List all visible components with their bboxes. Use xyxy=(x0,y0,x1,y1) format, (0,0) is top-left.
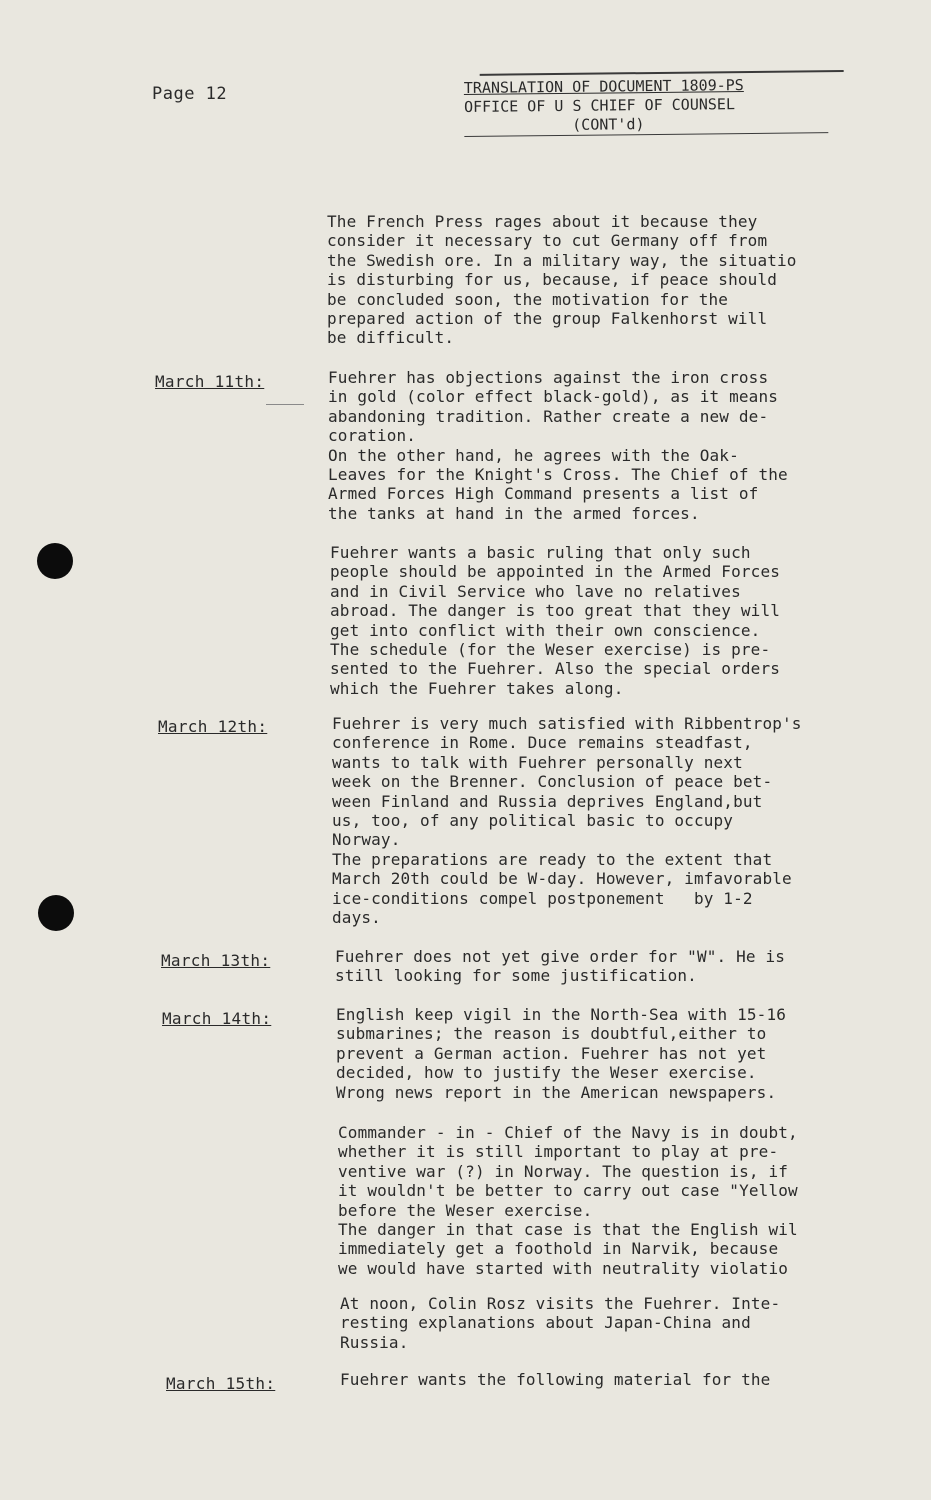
text-line: still looking for some justification. xyxy=(335,966,697,986)
text-line: Fuehrer wants a basic ruling that only such xyxy=(330,543,751,562)
text-line: Wrong news report in the American newspapers. xyxy=(336,1082,777,1102)
text-line: Fuehrer is very much satisfied with Ribbentrop's xyxy=(332,714,802,733)
text-line: immediately get a foothold in Narvik, because xyxy=(338,1239,779,1259)
text-line: before the Weser exercise. xyxy=(338,1200,593,1220)
entry-date: March 14th: xyxy=(162,1009,272,1028)
entry-paragraph xyxy=(340,1294,780,1352)
text-line: resting explanations about Japan-China and xyxy=(340,1313,751,1333)
text-line: The schedule (for the Weser exercise) is pre- xyxy=(330,640,771,660)
text-line: prevent a German action. Fuehrer has not yet xyxy=(336,1043,767,1063)
text-line: abroad. The danger is too great that they will xyxy=(330,601,781,621)
text-line: consider it necessary to cut Germany off from xyxy=(327,231,768,251)
text-line: The danger in that case is that the English wil xyxy=(338,1220,798,1240)
text-line: sented to the Fuehrer. Also the special orders xyxy=(330,659,781,679)
margin-mark xyxy=(266,404,304,405)
entry-date: March 11th: xyxy=(155,372,265,391)
text-line: the tanks at hand in the armed forces. xyxy=(328,503,700,523)
text-line: be concluded soon, the motivation for the xyxy=(327,289,729,309)
text-line: get into conflict with their own conscience. xyxy=(330,620,761,640)
text-line: Fuehrer has objections against the iron cross xyxy=(328,368,769,387)
text-line: prepared action of the group Falkenhorst will xyxy=(327,309,768,329)
punch-hole xyxy=(37,543,73,579)
text-line: in gold (color effect black-gold), as it means xyxy=(328,387,779,407)
text-line: Fuehrer wants the following material for the xyxy=(340,1370,771,1389)
document-header xyxy=(464,70,845,137)
text-line: coration. xyxy=(328,426,417,446)
entry-paragraph xyxy=(335,947,785,986)
punch-hole xyxy=(38,895,74,931)
text-line: ice-conditions compel postponement by 1-2 xyxy=(332,888,753,908)
text-line: and in Civil Service who lave no relatives xyxy=(330,581,741,601)
entry-paragraph xyxy=(336,1005,786,1102)
text-line: Fuehrer does not yet give order for "W". He is xyxy=(335,947,786,966)
entry-paragraph xyxy=(328,368,788,523)
entry-paragraph xyxy=(330,543,780,698)
entry-date: March 13th: xyxy=(161,951,271,970)
text-line: Armed Forces High Command presents a list of xyxy=(328,484,759,504)
text-line: wants to talk with Fuehrer personally next xyxy=(332,752,743,772)
header-office: OFFICE OF U S CHIEF OF COUNSEL xyxy=(463,95,736,116)
text-line: people should be appointed in the Armed Forces xyxy=(330,562,781,582)
header-continued: (CONT'd) xyxy=(464,113,828,137)
text-line: decided, how to justify the Weser exercise. xyxy=(336,1063,757,1083)
header-title: TRANSLATION OF DOCUMENT 1809-PS xyxy=(463,76,744,97)
text-line: week on the Brenner. Conclusion of peace bet- xyxy=(332,772,773,792)
text-line: we would have started with neutrality violatio xyxy=(338,1258,789,1278)
intro-paragraph xyxy=(327,212,797,348)
text-line: Commander - in - Chief of the Navy is in doubt, xyxy=(338,1123,798,1142)
text-line: March 20th could be W-day. However, imfavorable xyxy=(332,869,792,889)
entry-paragraph xyxy=(338,1123,798,1278)
text-line: be difficult. xyxy=(327,328,455,348)
text-line: ventive war (?) in Norway. The question is, if xyxy=(338,1161,789,1181)
text-line: At noon, Colin Rosz visits the Fuehrer. Inte- xyxy=(340,1294,781,1313)
text-line: days. xyxy=(332,908,381,928)
text-line: abandoning tradition. Rather create a new de- xyxy=(328,406,769,426)
text-line: submarines; the reason is doubtful,either to xyxy=(336,1024,767,1044)
entry-date: March 12th: xyxy=(158,717,268,736)
entry-paragraph xyxy=(332,714,802,927)
text-line: English keep vigil in the North-Sea with 15-16 xyxy=(336,1005,787,1024)
text-line: the Swedish ore. In a military way, the situatio xyxy=(327,250,797,270)
text-line: whether it is still important to play at pre- xyxy=(338,1142,779,1162)
text-line: it wouldn't be better to carry out case "Yellow xyxy=(338,1181,798,1201)
entry-date: March 15th: xyxy=(166,1374,276,1393)
text-line: Leaves for the Knight's Cross. The Chief of the xyxy=(328,465,788,485)
text-line: us, too, of any political basic to occupy xyxy=(332,811,734,831)
text-line: which the Fuehrer takes along. xyxy=(330,678,624,698)
page-number: Page 12 xyxy=(152,84,228,104)
text-line: conference in Rome. Duce remains steadfast, xyxy=(332,733,753,753)
text-line: The French Press rages about it because they xyxy=(327,212,758,231)
text-line: Russia. xyxy=(340,1332,409,1352)
text-line: Norway. xyxy=(332,830,401,850)
entry-paragraph xyxy=(340,1370,770,1389)
text-line: On the other hand, he agrees with the Oak- xyxy=(328,445,739,465)
text-line: is disturbing for us, because, if peace should xyxy=(327,270,778,290)
text-line: The preparations are ready to the extent that xyxy=(332,849,773,869)
text-line: ween Finland and Russia deprives England,but xyxy=(332,791,763,811)
